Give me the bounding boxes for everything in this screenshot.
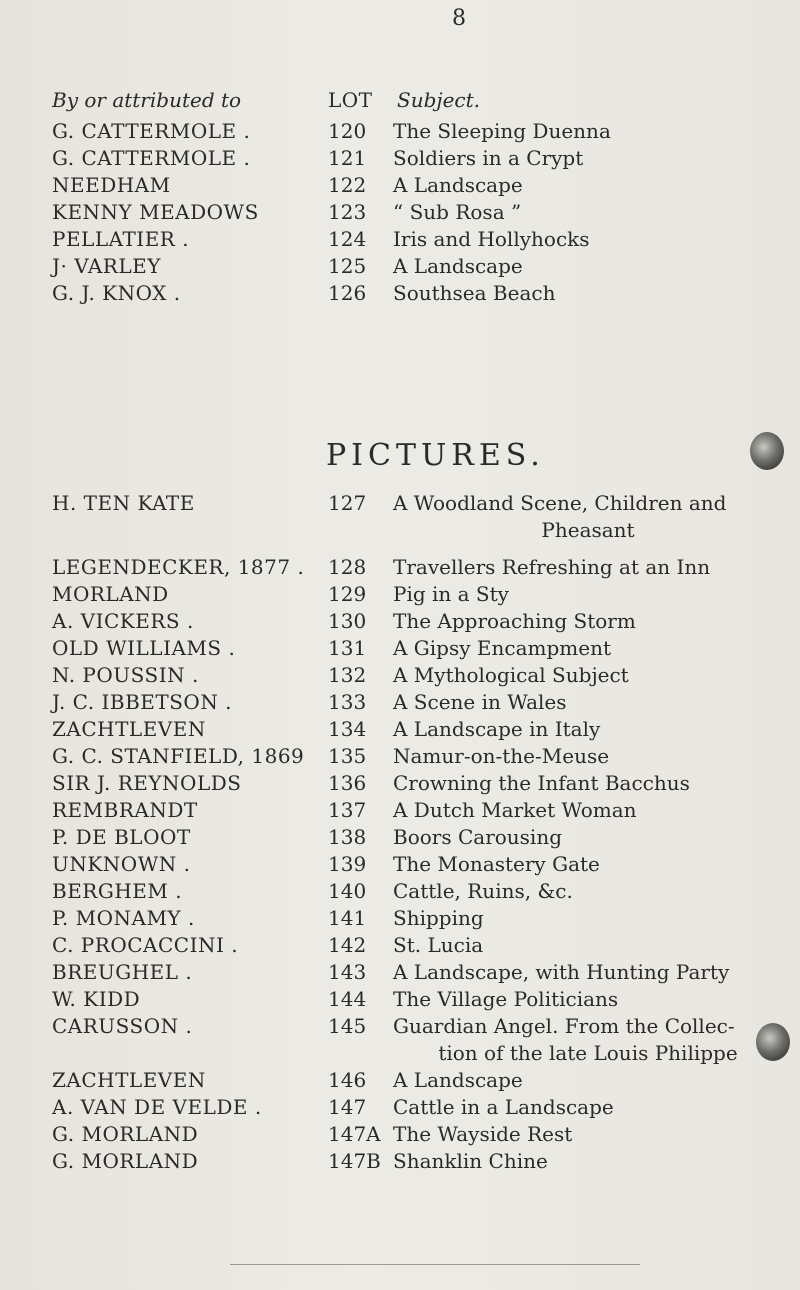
- subject-text: A Gipsy Encampment: [393, 636, 611, 660]
- subject-title: [393, 145, 773, 172]
- subject-title: [393, 226, 773, 253]
- subject-title: [393, 824, 773, 851]
- subject-title: [393, 253, 773, 280]
- subject-text: A Mythological Subject: [393, 663, 629, 687]
- subject-text: The Monastery Gate: [393, 852, 600, 876]
- subject-text: A Dutch Market Woman: [393, 798, 637, 822]
- lot-number: 121: [328, 146, 367, 170]
- artist-name: G. C. STANFIELD, 1869: [52, 744, 305, 768]
- subject-text: Namur-on-the-Meuse: [393, 744, 610, 768]
- subject-title: [393, 172, 773, 199]
- subject-title: [393, 851, 773, 878]
- subject-title: [393, 490, 773, 544]
- subject-text: The Wayside Rest: [393, 1122, 573, 1146]
- artist-name: REMBRANDT: [52, 798, 198, 822]
- artist-name: SIR J. REYNOLDS: [52, 771, 242, 795]
- lot-number: 145: [328, 1014, 367, 1038]
- lot-number: 147B: [328, 1149, 381, 1173]
- section-heading: PICTURES.: [326, 438, 545, 473]
- subject-title: [393, 1148, 773, 1175]
- subject-text: Southsea Beach: [393, 281, 556, 305]
- artist-name: J· VARLEY: [52, 254, 161, 278]
- subject-text: Cattle, Ruins, &c.: [393, 879, 573, 903]
- artist-name: W. KIDD: [52, 987, 141, 1011]
- artist-name: N. POUSSIN .: [52, 663, 199, 687]
- artist-name: BERGHEM .: [52, 879, 183, 903]
- subject-text: Shipping: [393, 906, 484, 930]
- subject-title: [393, 770, 773, 797]
- lot-number: 122: [328, 173, 367, 197]
- lot-number: 140: [328, 879, 367, 903]
- artist-name: ZACHTLEVEN: [52, 717, 206, 741]
- lot-number: 143: [328, 960, 367, 984]
- artist-name: G. MORLAND: [52, 1122, 199, 1146]
- lot-number: 135: [328, 744, 367, 768]
- subject-text: The Sleeping Duenna: [393, 119, 611, 143]
- lot-number: 129: [328, 582, 367, 606]
- artist-name: J. C. IBBETSON .: [52, 690, 233, 714]
- column-header-lot: LOT: [328, 88, 373, 112]
- lot-number: 126: [328, 281, 367, 305]
- subject-text: A Woodland Scene, Children and: [393, 491, 727, 515]
- subject-title: [393, 199, 773, 226]
- lot-number: 134: [328, 717, 367, 741]
- column-header-subject: Subject.: [397, 88, 481, 112]
- lot-number: 127: [328, 491, 367, 515]
- subject-text: St. Lucia: [393, 933, 484, 957]
- lot-number: 123: [328, 200, 367, 224]
- subject-title: [393, 932, 773, 959]
- lot-number: 125: [328, 254, 367, 278]
- artist-name: LEGENDECKER, 1877 .: [52, 555, 305, 579]
- subject-title: [393, 581, 773, 608]
- artist-name: H. TEN KATE: [52, 491, 195, 515]
- subject-title: [393, 878, 773, 905]
- subject-text: Travellers Refreshing at an Inn: [393, 555, 711, 579]
- lot-number: 120: [328, 119, 367, 143]
- subject-title: [393, 743, 773, 770]
- subject-text: A Landscape: [393, 254, 523, 278]
- artist-name: P. MONAMY .: [52, 906, 195, 930]
- subject-title: [393, 1094, 773, 1121]
- lot-number: 138: [328, 825, 367, 849]
- artist-name: NEEDHAM: [52, 173, 171, 197]
- artist-name: A. VICKERS .: [52, 609, 194, 633]
- subject-text: Crowning the Infant Bacchus: [393, 771, 690, 795]
- subject-text: Shanklin Chine: [393, 1149, 548, 1173]
- lot-number: 146: [328, 1068, 367, 1092]
- artist-name: G. J. KNOX .: [52, 281, 181, 305]
- lot-number: 130: [328, 609, 367, 633]
- subject-text: A Landscape: [393, 1068, 523, 1092]
- page-number: 8: [452, 6, 466, 31]
- subject-title: [393, 662, 773, 689]
- artist-name: PELLATIER .: [52, 227, 190, 251]
- subject-title: [393, 118, 773, 145]
- subject-title: [393, 716, 773, 743]
- artist-name: A. VAN DE VELDE .: [52, 1095, 262, 1119]
- subject-title: [393, 959, 773, 986]
- lot-number: 132: [328, 663, 367, 687]
- artist-name: ZACHTLEVEN: [52, 1068, 206, 1092]
- artist-name: BREUGHEL .: [52, 960, 193, 984]
- artist-name: UNKNOWN .: [52, 852, 191, 876]
- subject-text: Iris and Hollyhocks: [393, 227, 590, 251]
- lot-number: 133: [328, 690, 367, 714]
- artist-name: P. DE BLOOT: [52, 825, 191, 849]
- subject-title: [393, 689, 773, 716]
- subject-text: “ Sub Rosa ”: [393, 200, 522, 224]
- artist-name: MORLAND: [52, 582, 169, 606]
- subject-text: The Approaching Storm: [393, 609, 636, 633]
- subject-title: [393, 905, 773, 932]
- subject-title: [393, 635, 773, 662]
- subject-text: The Village Politicians: [393, 987, 619, 1011]
- lot-number: 124: [328, 227, 367, 251]
- lot-number: 141: [328, 906, 367, 930]
- artist-name: C. PROCACCINI .: [52, 933, 239, 957]
- artist-name: G. CATTERMOLE .: [52, 146, 251, 170]
- lot-number: 142: [328, 933, 367, 957]
- page-edge-line: [230, 1264, 640, 1265]
- lot-number: 131: [328, 636, 367, 660]
- subject-text: A Scene in Wales: [393, 690, 567, 714]
- subject-text: Soldiers in a Crypt: [393, 146, 584, 170]
- subject-title: [393, 554, 773, 581]
- ink-stamp-mark: [756, 1023, 790, 1061]
- lot-number: 147: [328, 1095, 367, 1119]
- subject-title: [393, 1067, 773, 1094]
- artist-name: OLD WILLIAMS .: [52, 636, 236, 660]
- subject-text: A Landscape, with Hunting Party: [393, 960, 730, 984]
- artist-name: G. CATTERMOLE .: [52, 119, 251, 143]
- lot-number: 139: [328, 852, 367, 876]
- lot-number: 144: [328, 987, 367, 1011]
- lot-number: 136: [328, 771, 367, 795]
- column-header-artist: By or attributed to: [52, 88, 242, 112]
- artist-name: CARUSSON .: [52, 1014, 193, 1038]
- subject-title: [393, 608, 773, 635]
- lot-number: 128: [328, 555, 367, 579]
- lot-number: 137: [328, 798, 367, 822]
- subject-title: [393, 797, 773, 824]
- subject-title: [393, 1121, 773, 1148]
- artist-name: KENNY MEADOWS: [52, 200, 259, 224]
- subject-text: A Landscape in Italy: [393, 717, 601, 741]
- lot-number: 147A: [328, 1122, 381, 1146]
- subject-continuation: Pheasant: [541, 518, 635, 542]
- subject-continuation: tion of the late Louis Philippe: [438, 1041, 738, 1065]
- ink-stamp-mark: [750, 432, 784, 470]
- subject-title: [393, 1013, 773, 1067]
- subject-text: Pig in a Sty: [393, 582, 509, 606]
- artist-name: G. MORLAND: [52, 1149, 199, 1173]
- subject-title: [393, 280, 773, 307]
- subject-text: A Landscape: [393, 173, 523, 197]
- subject-text: Guardian Angel. From the Collec-: [393, 1014, 735, 1038]
- subject-text: Cattle in a Landscape: [393, 1095, 614, 1119]
- subject-title: [393, 986, 773, 1013]
- subject-text: Boors Carousing: [393, 825, 563, 849]
